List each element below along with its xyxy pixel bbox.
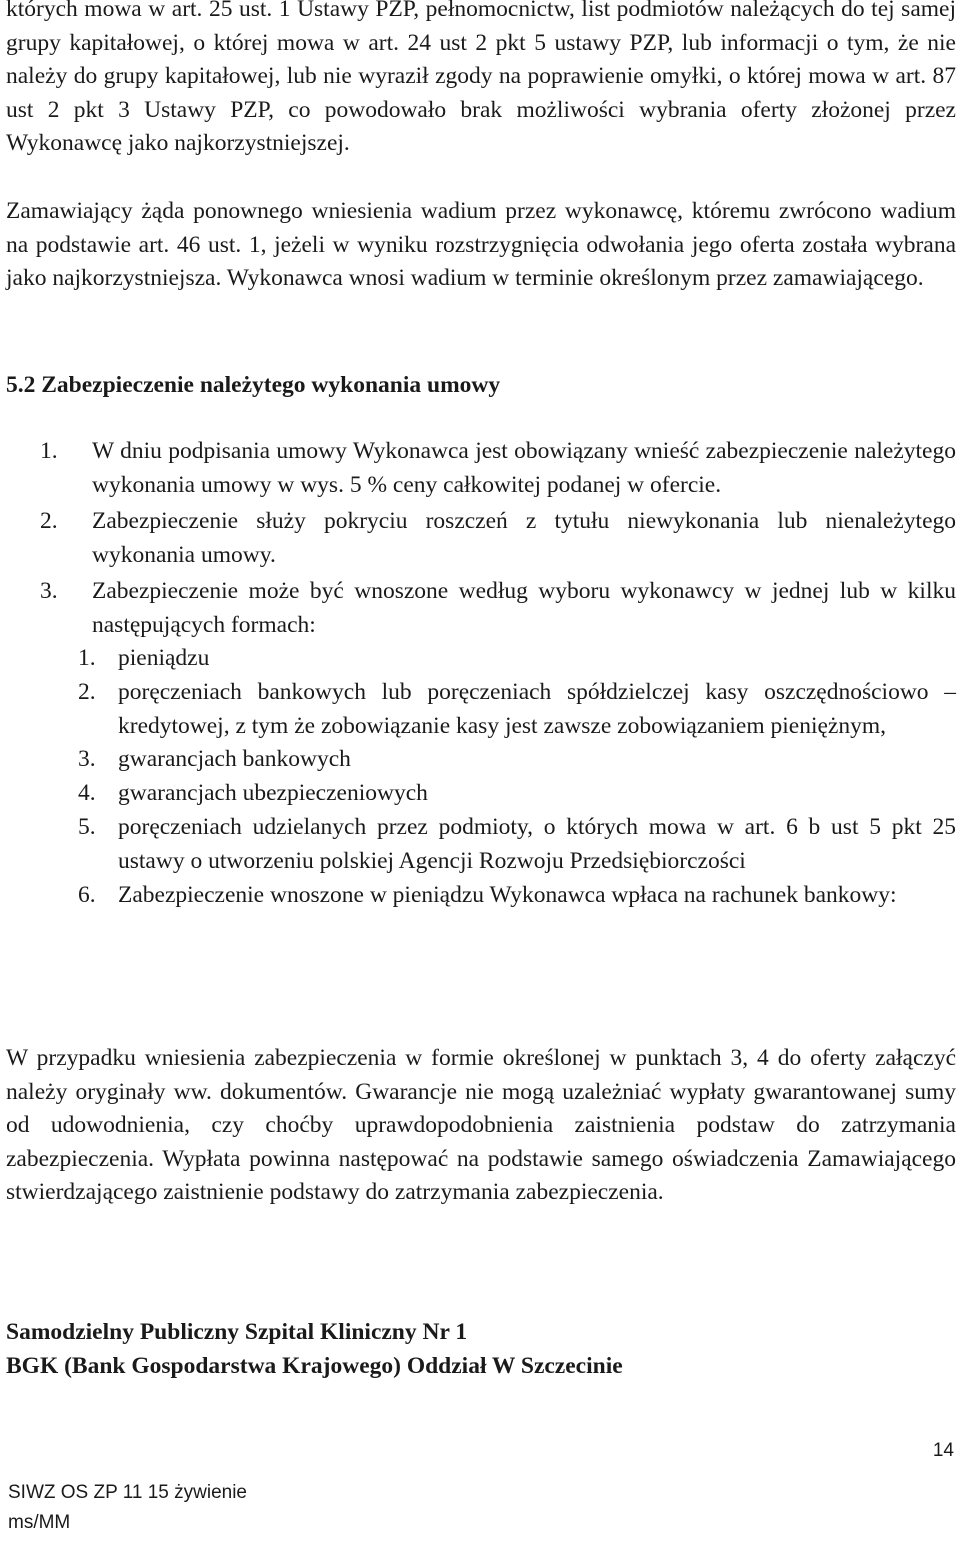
footer-doc-ref: SIWZ OS ZP 11 15 żywienie bbox=[8, 1482, 247, 1503]
numbered-list bbox=[0, 434, 960, 912]
sub-list-item-number: 4. bbox=[78, 780, 96, 807]
list-item bbox=[0, 504, 956, 572]
sub-list-item bbox=[0, 642, 956, 676]
sub-list-item-text: pieniądzu bbox=[118, 645, 210, 671]
list-item-text: Zabezpieczenie służy pokryciu roszczeń z tytułu niewykonania lub nienależytego wykonania umowy. bbox=[92, 508, 956, 568]
footer-initials: ms/MM bbox=[8, 1512, 71, 1533]
list-item bbox=[0, 574, 956, 642]
sub-list-item-number: 6. bbox=[78, 881, 96, 908]
sub-list-item-number: 1. bbox=[78, 645, 96, 671]
list-item-number: 1. bbox=[40, 438, 58, 464]
sub-list-item-number: 5. bbox=[78, 813, 96, 840]
paragraph-guarantee-conditions: W przypadku wniesienia zabezpieczenia w formie określonej w punktach 3, 4 do oferty załączyć należy oryginały ww. dokumentów. Gwarancje nie mogą uzależniać wypłaty gwarantowanej sumy od udowodnienia, czy choćby uprawdopodobnienia zaistnienia podstaw do zatrzymania zabezpieczenia. Wypłata powinna następować na podstawie samego oświadczenia Zamawiającego stwierdzającego zaistnienie podstawy do zatrzymania zabezpieczenia. bbox=[6, 1045, 956, 1206]
sub-list-item-text: gwarancjach ubezpieczeniowych bbox=[118, 780, 428, 807]
sub-list-item-number: 2. bbox=[78, 678, 96, 705]
footer bbox=[8, 1478, 247, 1538]
list-item bbox=[0, 434, 956, 502]
section-heading: 5.2 Zabezpieczenie należytego wykonania umowy bbox=[6, 372, 501, 398]
sub-list-item-number: 3. bbox=[78, 746, 96, 773]
bank-holder-name: Samodzielny Publiczny Szpital Kliniczny Nr 1 bbox=[6, 1319, 468, 1345]
paragraph-wadium-reissue: Zamawiający żąda ponownego wniesienia wadium przez wykonawcę, któremu zwrócono wadium na podstawie art. 46 ust. 1, jeżeli w wyniku rozstrzygnięcia odwołania jego oferta została wybrana jako najkorzystniejsza. Wykonawca wnosi wadium w terminie określonym przez zamawiającego. bbox=[6, 198, 956, 292]
list-item-number: 3. bbox=[40, 578, 58, 604]
sub-list-item bbox=[0, 879, 956, 913]
list-item-number: 2. bbox=[40, 508, 58, 534]
list-item-text: Zabezpieczenie może być wnoszone według wyboru wykonawcy w jednej lub w kilku następujących formach: bbox=[92, 578, 956, 638]
sub-list-item-text: poręczeniach bankowych lub poręczeniach spółdzielczej kasy oszczędnościowo – kredytowej, z tym że zobowiązanie kasy jest zawsze zobowiązaniem pieniężnym, bbox=[118, 678, 956, 739]
sub-list-item bbox=[0, 743, 956, 777]
sub-list-item-text: Zabezpieczenie wnoszone w pieniądzu Wykonawca wpłaca na rachunek bankowy: bbox=[118, 881, 897, 908]
sub-list-item-text: poręczeniach udzielanych przez podmioty, o których mowa w art. 6 b ust 5 pkt 25 ustawy o utworzeniu polskiej Agencji Rozwoju Przedsiębiorczości bbox=[118, 813, 956, 874]
list-item-text: W dniu podpisania umowy Wykonawca jest obowiązany wnieść zabezpieczenie należytego wykonania umowy w wys. 5 % ceny całkowitej podanej w ofercie. bbox=[92, 438, 956, 498]
sub-list-item-text: gwarancjach bankowych bbox=[118, 746, 351, 773]
paragraph-continuation: których mowa w art. 25 ust. 1 Ustawy PZP, pełnomocnictw, list podmiotów należących do tej samej grupy kapitałowej, o której mowa w art. 24 ust 2 pkt 5 ustawy PZP, lub informacji o tym, że nie należy do grupy kapitałowej, lub nie wyraził zgody na poprawienie omyłki, o której mowa w art. 87 ust 2 pkt 3 Ustawy PZP, co powodowało brak możliwości wybrania oferty złożonej przez Wykonawcę jako najkorzystniejszej. bbox=[6, 0, 956, 157]
bank-name: BGK (Bank Gospodarstwa Krajowego) Oddział W Szczecinie bbox=[6, 1353, 623, 1379]
sub-list-item bbox=[0, 676, 956, 744]
sub-list-item bbox=[0, 811, 956, 879]
page-number: 14 bbox=[932, 1440, 954, 1461]
sub-list-item bbox=[0, 777, 956, 811]
bank-account-block bbox=[6, 1315, 623, 1383]
